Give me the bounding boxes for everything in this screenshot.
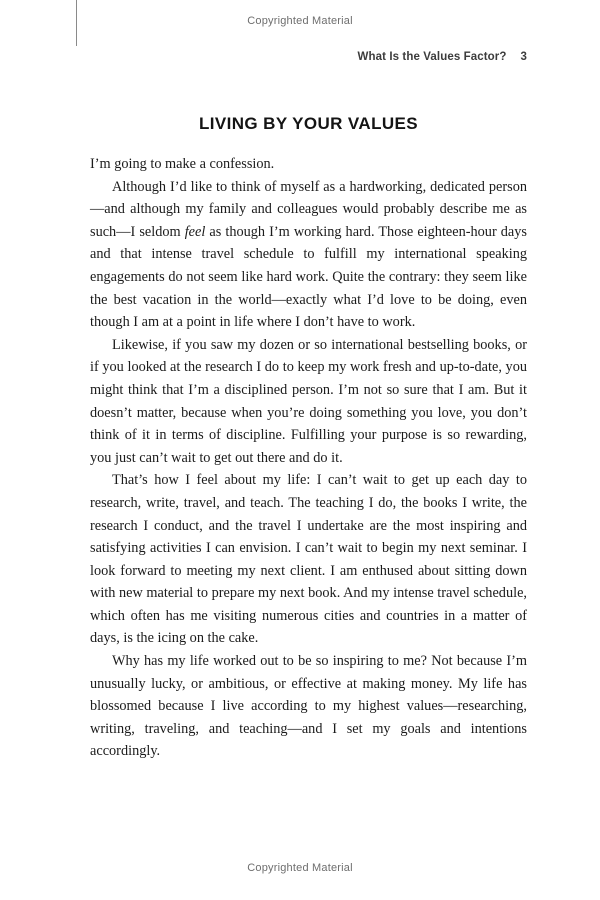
paragraph-text: Although I’d like to think of myself as a hardworking, dedicated person—and although my family and colleagues would probably describe me as such—I seldom — [90, 178, 527, 240]
paragraph-text: as though I’m working hard. Those eighteen-hour days and that intense travel schedule to fulfill my international speaking engagements do not seem like hard work. Quite the contrary: they seem like the best vacation in the world—exactly what I’d love to be doing, even though I am at a point in life where I don’t have to work. — [90, 223, 527, 331]
paragraph-highest-values: Why has my life worked out to be so inspiring to me? Not because I’m unusually lucky, or ambitious, or effective at making money. My life has blossomed because I live according to my highest values—researching, writing, traveling, and teaching—and I set my goals and intentions accordingly. — [90, 653, 527, 760]
copyright-notice-bottom: Copyrighted Material — [247, 862, 353, 874]
italic-word: feel — [184, 223, 206, 240]
paragraph-inspiring-life: That’s how I feel about my life: I can’t wait to get up each day to research, write, travel, and teach. The teaching I do, the books I write, the research I conduct, and the travel I undertake are the most inspiring and satisfying activities I can envision. I can’t wait to begin my next seminar. I look forward to meeting my next client. I am enthused about sitting down with new material to prepare my next book. And my intense travel schedule, which often has me visiting numerous cities and countries in a matter of days, is the icing on the cake. — [90, 472, 527, 647]
running-header — [90, 51, 527, 63]
paragraph-hardworking — [90, 176, 527, 334]
body-text — [90, 153, 527, 763]
section-title: LIVING BY YOUR VALUES — [198, 114, 419, 133]
copyright-notice-top: Copyrighted Material — [247, 15, 353, 27]
paragraph-confession: I’m going to make a confession. — [90, 156, 275, 172]
paragraph-discipline: Likewise, if you saw my dozen or so international bestselling books, or if you looked at the research I do to keep my work fresh and up-to-date, you might think that I’m a disciplined person. I’m not so sure that I am. But it doesn’t matter, because when you’re doing something you love, you don’t think of it in terms of discipline. Fulfilling your purpose is so rewarding, you just can’t wait to get out there and do it. — [90, 336, 527, 466]
page-number: 3 — [520, 51, 527, 63]
running-header-title: What Is the Values Factor? — [357, 51, 507, 63]
